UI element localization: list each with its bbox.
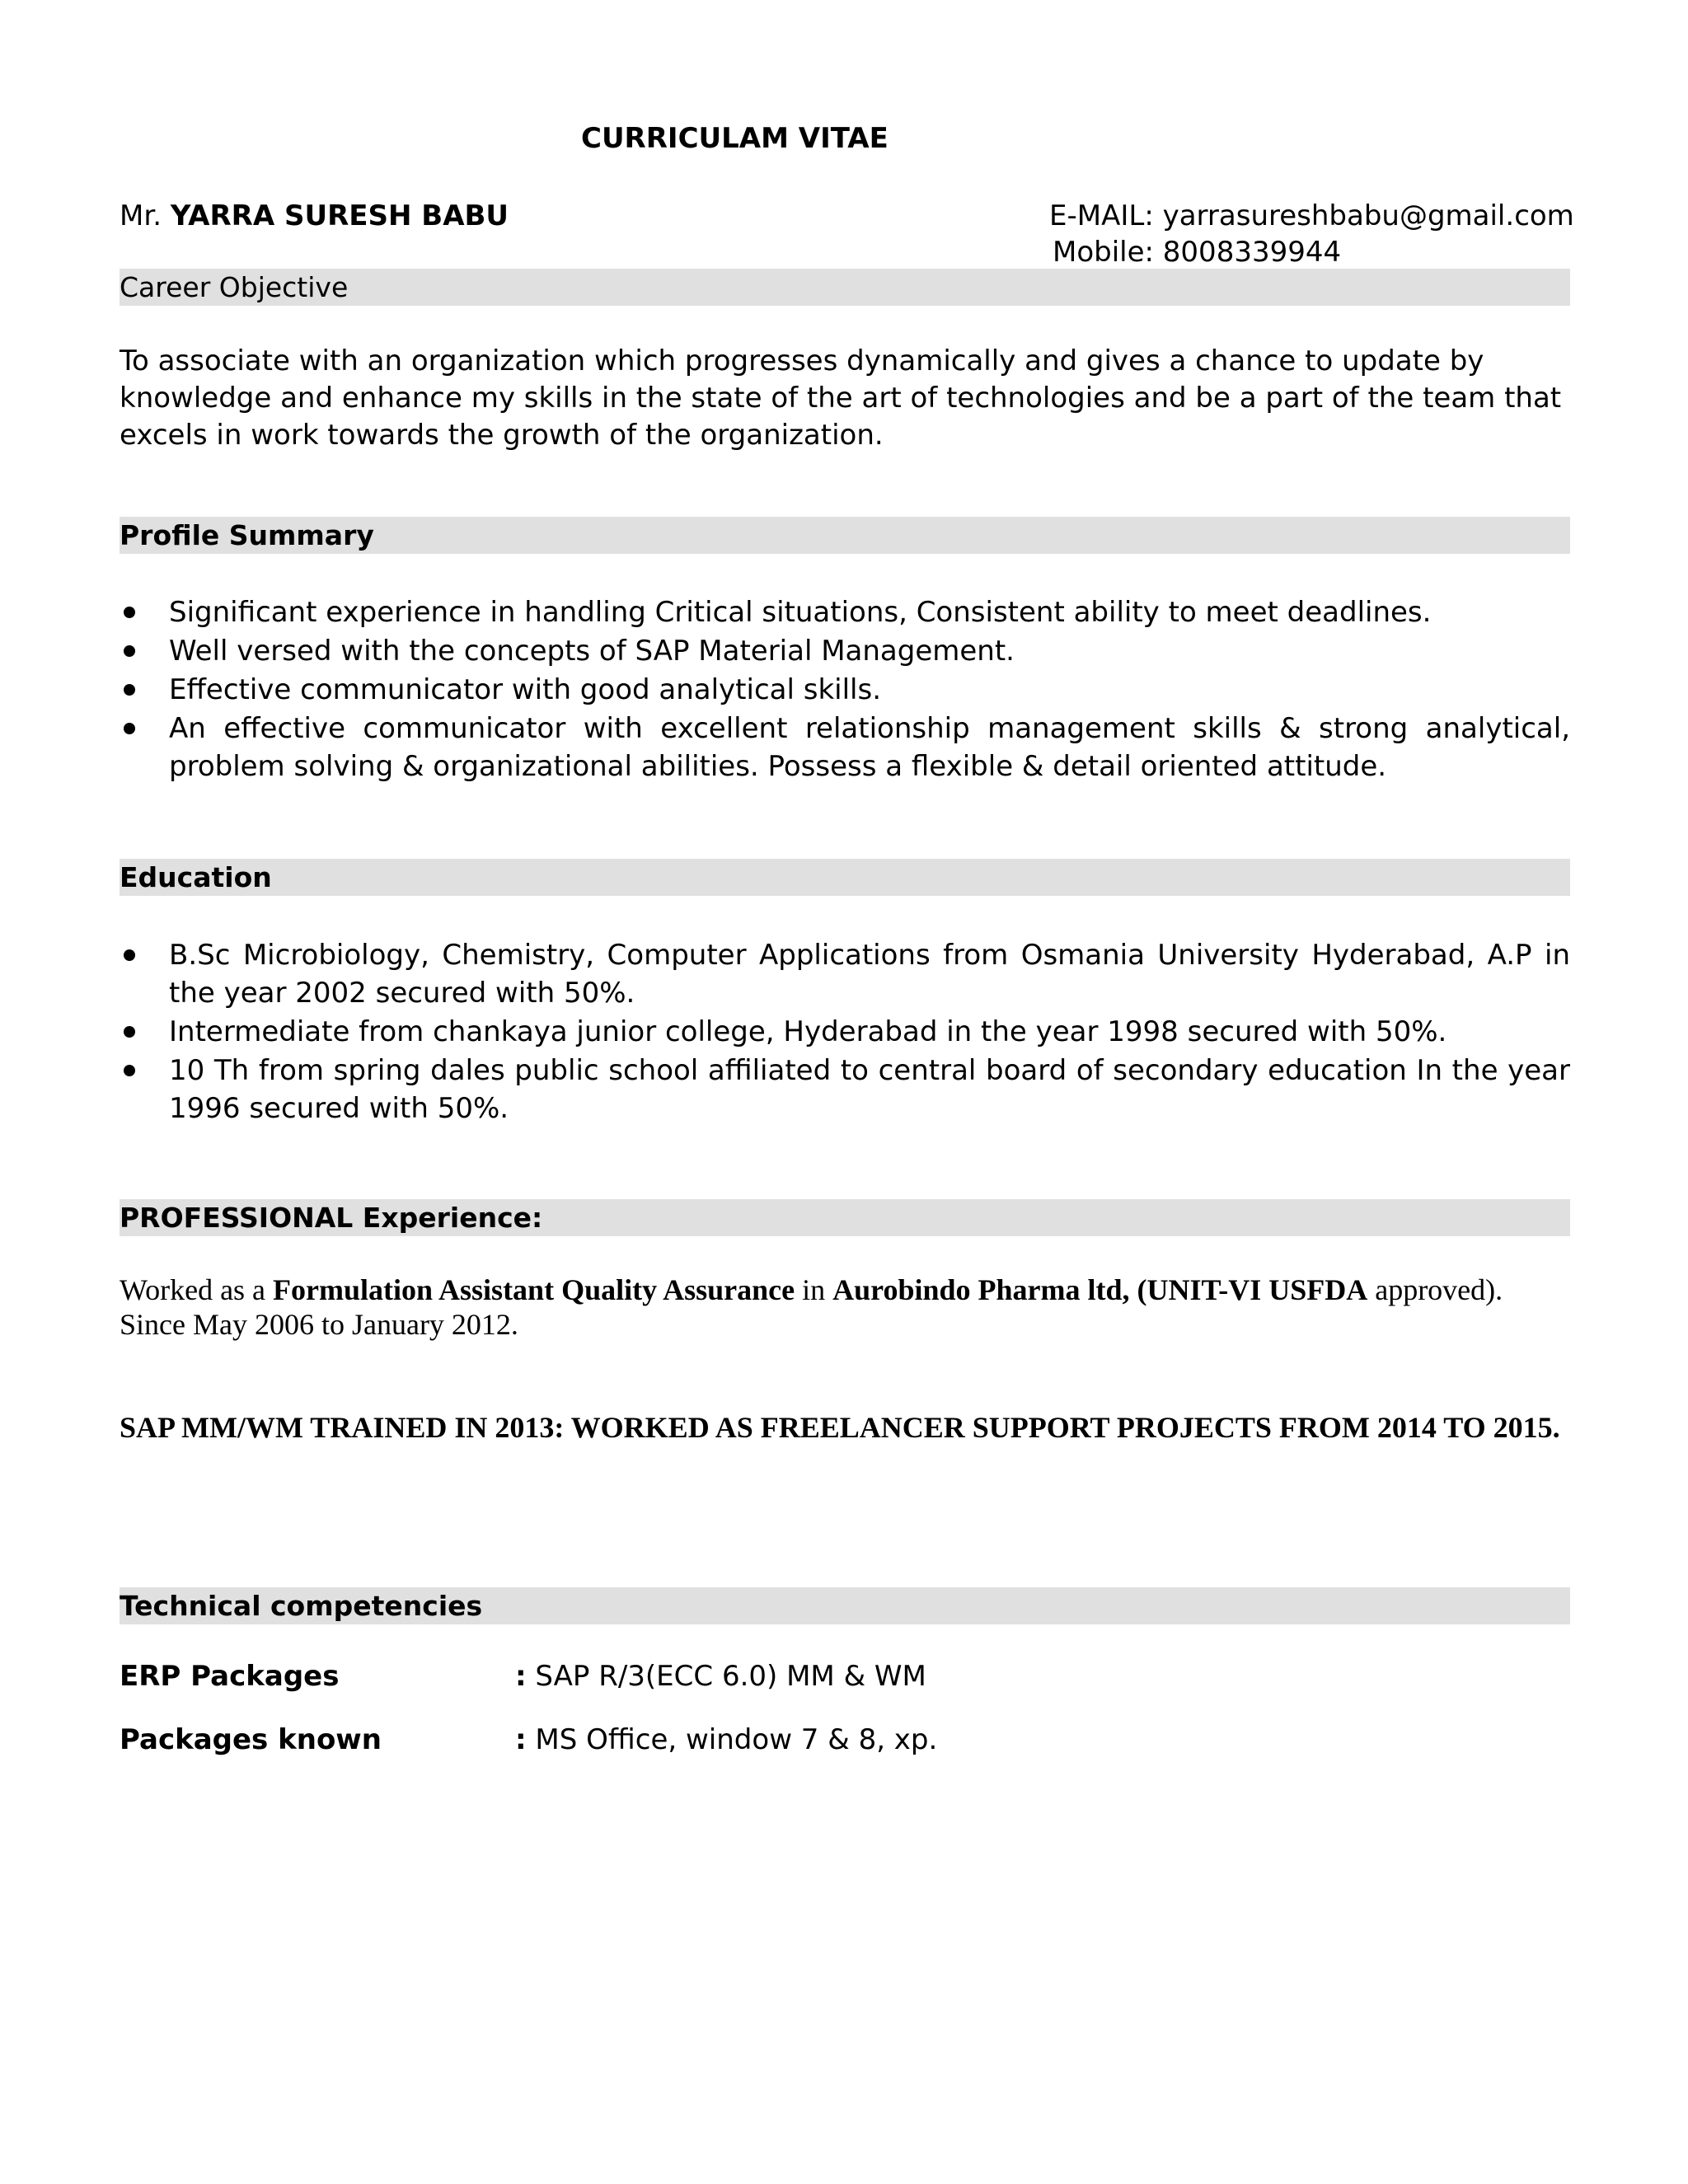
education-list	[120, 936, 1570, 1128]
education-heading-bar	[120, 859, 1570, 896]
email-line: E-MAIL: yarrasureshbabu@gmail.com	[1049, 199, 1574, 232]
technical-heading-bar	[120, 1587, 1570, 1624]
list-item: Intermediate from chankaya junior college, Hyderabad in the year 1998 secured with 50%.	[120, 1013, 1570, 1051]
role-title: Formulation Assistant Quality Assurance	[273, 1273, 795, 1306]
list-item: Effective communicator with good analytical skills.	[120, 671, 1570, 709]
tech-label: Packages known	[120, 1723, 382, 1756]
bullet-icon	[124, 723, 135, 734]
sap-training-line: SAP MM/WM TRAINED IN 2013: WORKED AS FREELANCER SUPPORT PROJECTS FROM 2014 TO 2015.	[120, 1411, 1560, 1444]
list-item: An effective communicator with excellent relationship management skills & strong analytical, problem solving & organizational abilities. Possess a flexible & detail oriented attitude.	[120, 710, 1570, 785]
profile-summary-list	[120, 593, 1570, 786]
profile-summary-heading: Profile Summary	[120, 519, 374, 551]
tech-value: : SAP R/3(ECC 6.0) MM & WM	[515, 1660, 926, 1693]
document-title: CURRICULAM VITAE	[581, 122, 889, 155]
career-objective-heading-bar	[120, 269, 1570, 306]
career-objective-text: To associate with an organization which progresses dynamically and gives a chance to update by knowledge and enhance my skills in the state of the art of technologies and be a part of the team that excels in work towards the growth of the organization.	[120, 344, 1562, 452]
candidate-name-line	[120, 199, 509, 232]
experience-heading-bar	[120, 1199, 1570, 1236]
candidate-name: YARRA SURESH BABU	[170, 199, 509, 232]
bullet-icon	[124, 684, 135, 696]
employment-period: Since May 2006 to January 2012.	[120, 1308, 518, 1341]
career-objective-heading: Career Objective	[120, 271, 349, 303]
bullet-icon	[124, 1026, 135, 1038]
list-item: Well versed with the concepts of SAP Material Management.	[120, 632, 1570, 670]
salutation: Mr.	[120, 199, 171, 232]
list-item: B.Sc Microbiology, Chemistry, Computer Applications from Osmania University Hyderabad, A.P in the year 2002 secured with 50%.	[120, 936, 1570, 1012]
list-item: Significant experience in handling Critical situations, Consistent ability to meet deadlines.	[120, 593, 1570, 631]
profile-summary-heading-bar	[120, 517, 1570, 554]
bullet-icon	[124, 949, 135, 961]
education-heading: Education	[120, 861, 272, 893]
tech-label: ERP Packages	[120, 1660, 340, 1693]
company-name: Aurobindo Pharma ltd, (UNIT-VI USFDA	[832, 1273, 1368, 1306]
technical-heading: Technical competencies	[120, 1590, 483, 1622]
mobile-line: Mobile: 8008339944	[1053, 236, 1342, 269]
experience-text: Worked as a Formulation Assistant Quality Assurance in Aurobindo Pharma ltd, (UNIT-VI USFDA approved). Since May 2006 to January 2012.	[120, 1273, 1503, 1341]
bullet-icon	[124, 1065, 135, 1076]
list-item: 10 Th from spring dales public school affiliated to central board of secondary education In the year 1996 secured with 50%.	[120, 1052, 1570, 1127]
bullet-icon	[124, 607, 135, 618]
experience-heading: PROFESSIONAL Experience:	[120, 1202, 543, 1234]
bullet-icon	[124, 645, 135, 657]
tech-value: : MS Office, window 7 & 8, xp.	[515, 1723, 938, 1756]
